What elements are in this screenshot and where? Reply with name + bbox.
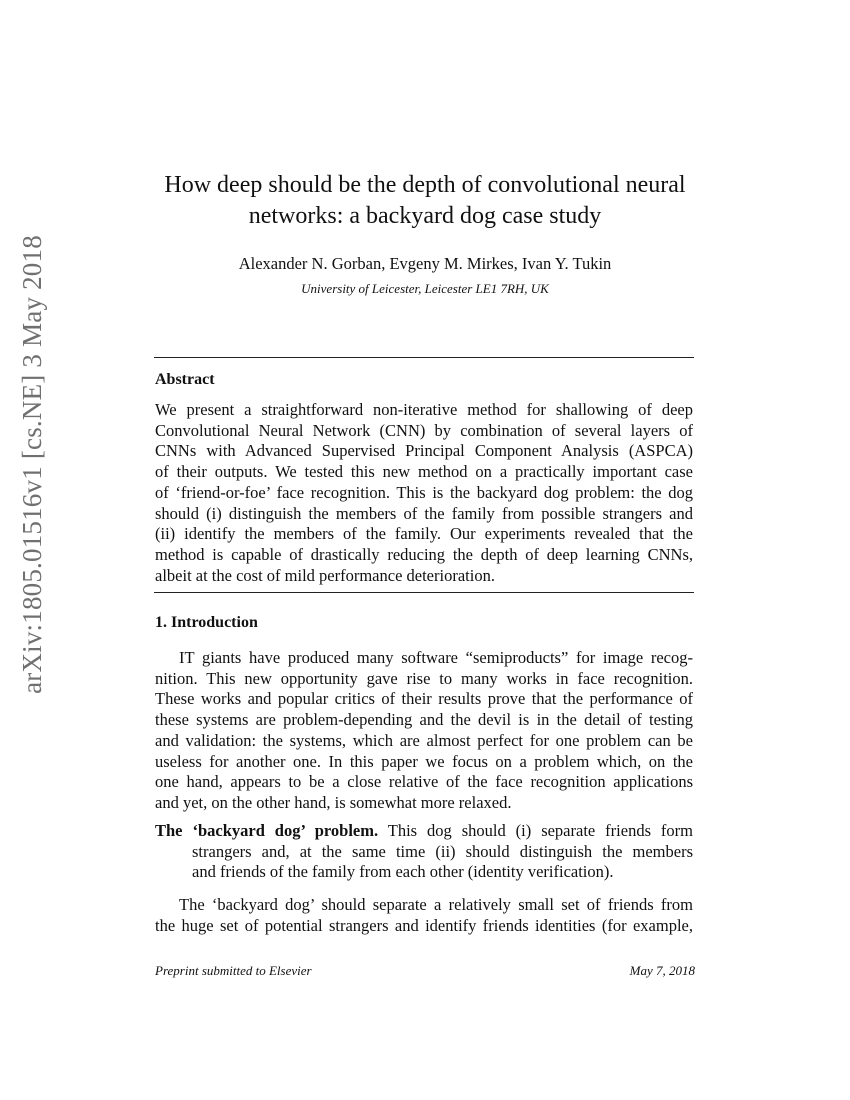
abstract-line: of their outputs. We tested this new method on a practically important case <box>155 462 693 482</box>
section-heading-introduction: 1. Introduction <box>155 614 258 631</box>
page-footer <box>155 963 695 979</box>
title-line: How deep should be the depth of convolutional neural <box>164 172 686 198</box>
intro-line: the huge set of potential strangers and identify friends identities (for example, <box>155 915 693 935</box>
intro-paragraph-1 <box>155 648 693 814</box>
intro-line: nition. This new opportunity gave rise to many works in face recognition. <box>155 668 693 688</box>
abstract-line: CNNs with Advanced Supervised Principal Component Analysis (ASPCA) <box>155 441 693 461</box>
intro-line: The ‘backyard dog’ should separate a relatively small set of friends from <box>179 895 693 914</box>
arxiv-identifier: arXiv:1805.01516v1 [cs.NE] 3 May 2018 <box>16 235 47 694</box>
problem-definition <box>155 821 693 883</box>
intro-line: and validation: the systems, which are almost perfect for one problem can be <box>155 730 693 750</box>
abstract-top-rule <box>154 357 694 358</box>
problem-line <box>155 821 693 842</box>
footer-preprint-note: Preprint submitted to Elsevier <box>155 963 312 978</box>
intro-line: these systems are problem-depending and the devil is in the detail of testing <box>155 710 693 730</box>
intro-line: IT giants have produced many software “semiproducts” for image recog- <box>179 648 693 667</box>
abstract-line: Convolutional Neural Network (CNN) by combination of several layers of <box>155 420 693 440</box>
affiliation: University of Leicester, Leicester LE1 7RH, UK <box>301 281 549 296</box>
abstract-heading: Abstract <box>155 371 215 388</box>
abstract-line: albeit at the cost of mild performance deterioration. <box>155 565 495 585</box>
title-line: networks: a backyard dog case study <box>248 203 602 229</box>
problem-first-text: This dog should (i) separate friends form <box>387 821 694 840</box>
abstract-bottom-rule <box>154 592 694 593</box>
paper-title <box>150 170 700 232</box>
arxiv-side-stamp <box>6 235 58 694</box>
abstract-body <box>155 400 693 586</box>
abstract-line: We present a straightforward non-iterative method for shallowing of deep <box>155 400 693 419</box>
author-list: Alexander N. Gorban, Evgeny M. Mirkes, Ivan Y. Tukin <box>238 254 612 273</box>
abstract-line: method is capable of drastically reducing the depth of deep learning CNNs, <box>155 544 693 564</box>
intro-line: and yet, on the other hand, is somewhat more relaxed. <box>155 792 512 812</box>
abstract-line: of ‘friend-or-foe’ face recognition. This is the backyard dog problem: the dog <box>155 482 693 502</box>
problem-line: strangers and, at the same time (ii) should distinguish the members <box>192 841 693 861</box>
intro-line: useless for another one. In this paper we focus on a problem which, on the <box>155 751 693 771</box>
intro-line: one hand, appears to be a close relative of the face recognition applications <box>155 772 693 792</box>
abstract-line: (ii) identify the members of the family. Our experiments revealed that the <box>155 524 693 544</box>
problem-label: The ‘backyard dog’ problem. <box>155 821 379 840</box>
abstract-line: should (i) distinguish the members of the family from possible strangers and <box>155 503 693 523</box>
intro-paragraph-2 <box>155 895 693 936</box>
intro-line: These works and popular critics of their results prove that the performance of <box>155 689 693 709</box>
footer-date: May 7, 2018 <box>629 963 695 978</box>
problem-line: and friends of the family from each other (identity verification). <box>192 862 614 882</box>
